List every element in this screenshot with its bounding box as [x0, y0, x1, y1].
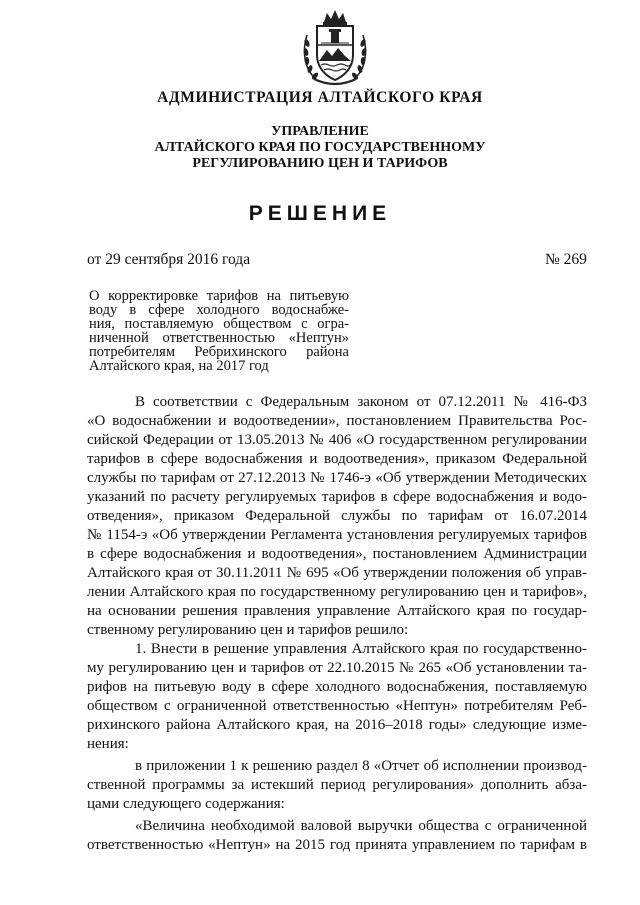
document-type-heading: РЕШЕНИЕ — [248, 202, 392, 225]
document-subject — [89, 289, 349, 373]
body-line: рихинского района Алтайского края, на 2016–2018 годы» следующие изме- — [87, 717, 587, 733]
body-line: ственному регулированию цен и тарифов решило: — [87, 622, 409, 638]
body-line: лении Алтайского края по государственному регулированию цен и тарифов», — [87, 584, 587, 600]
department-title — [0, 124, 640, 172]
body-line: службы по тарифам от 27.12.2013 № 1746-э «Об утверждении Методических — [87, 470, 587, 486]
body-line: му регулированию цен и тарифов от 22.10.2015 № 265 «Об установлении та- — [87, 660, 587, 676]
document-date: от 29 сентября 2016 года — [87, 251, 251, 268]
body-line: ственной программы за истекший период регулирования» дополнить абза- — [87, 777, 587, 793]
body-line: на основании решения правления управление Алтайского края по государ- — [87, 603, 587, 619]
subject-line: Алтайского края, на 2017 год — [89, 358, 269, 374]
coat-of-arms-emblem — [298, 5, 372, 89]
body-line: «Величина необходимой валовой выручки общества с ограниченной — [135, 818, 587, 834]
body-line: указаний по расчету регулируемых тарифов в сфере водоснабжения и водо- — [87, 489, 587, 505]
body-line: В соответствии с Федеральным законом от 07.12.2011 № 416-ФЗ — [135, 394, 587, 410]
body-line: ответственностью «Нептун» на 2015 год принята управлением по тарифам в — [87, 837, 587, 853]
body-line: обществом с ограниченной ответственностью «Нептун» потребителям Реб- — [87, 698, 587, 714]
subject-line: О корректировке тарифов на питьевую — [89, 288, 349, 304]
subject-line: ниченной ответственностью «Нептун» — [89, 330, 349, 346]
body-line: Алтайского края от 30.11.2011 № 695 «Об утверждении положения об управ- — [87, 565, 587, 581]
administration-title: АДМИНИСТРАЦИЯ АЛТАЙСКОГО КРАЯ — [157, 89, 483, 106]
body-line: нения: — [87, 736, 129, 752]
body-line: рифов на питьевую воду в сфере холодного водоснабжения, поставляемую — [87, 679, 587, 695]
body-line: тарифов в сфере водоснабжения и водоотведения», приказом Федеральной — [87, 451, 587, 467]
department-title-line: АЛТАЙСКОГО КРАЯ ПО ГОСУДАРСТВЕННОМУ — [154, 140, 486, 155]
body-line: отведения», приказом Федеральной службы по тарифам от 16.07.2014 — [87, 508, 587, 524]
body-line: № 1154-э «Об утверждении Регламента установления регулируемых тарифов — [87, 527, 587, 543]
department-title-line: УПРАВЛЕНИЕ — [271, 124, 369, 139]
body-line: 1. Внести в решение управления Алтайского края по государственно- — [135, 641, 587, 657]
subject-line: потребителям Ребрихинского района — [89, 344, 349, 360]
body-line: в сфере водоснабжения и водоотведения», постановлением Администрации — [87, 546, 587, 562]
body-line: цами следующего содержания: — [87, 796, 285, 812]
department-title-line: РЕГУЛИРОВАНИЮ ЦЕН И ТАРИФОВ — [192, 156, 448, 171]
body-line: «О водоснабжении и водоотведении», постановлением Правительства Рос- — [87, 413, 587, 429]
body-line: в приложении 1 к решению раздел 8 «Отчет об исполнении производ- — [135, 758, 587, 774]
document-body — [87, 393, 587, 855]
subject-line: ния, поставляемую обществом с огра- — [89, 316, 349, 332]
document-number: № 269 — [545, 251, 587, 268]
subject-line: воду в сфере холодного водоснабже- — [89, 302, 349, 318]
body-line: сийской Федерации от 13.05.2013 № 406 «О государственном регулировании — [87, 432, 587, 448]
